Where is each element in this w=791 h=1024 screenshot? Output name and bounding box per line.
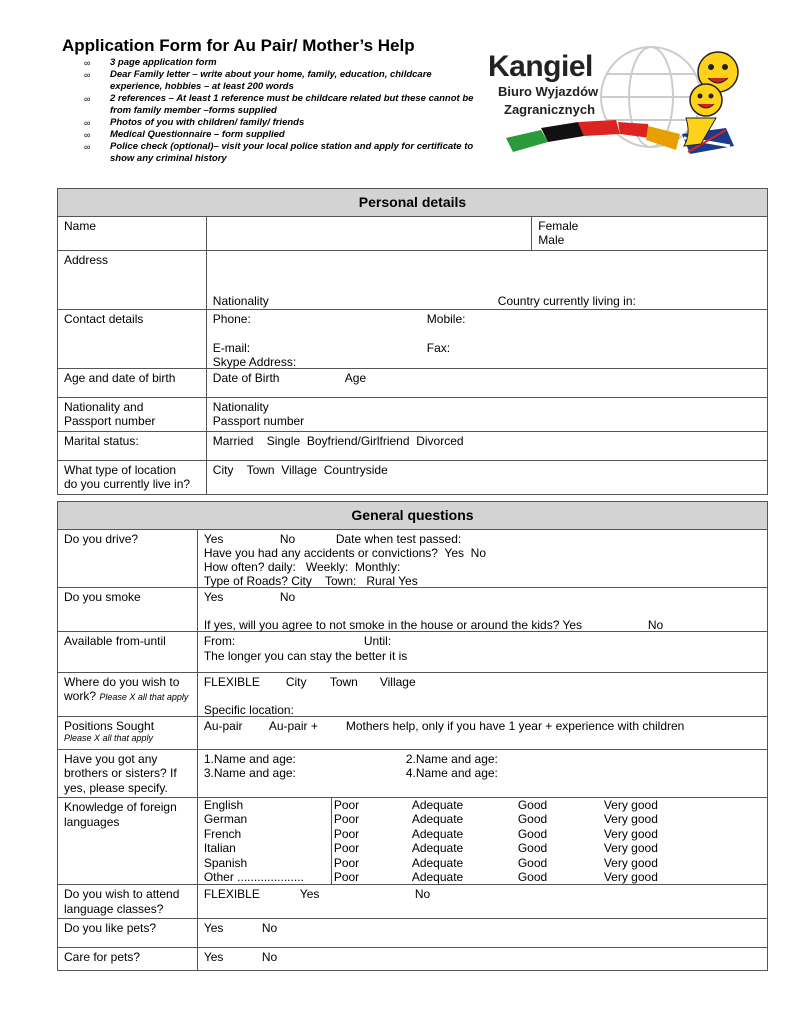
- language-level-option[interactable]: Good: [517, 841, 548, 856]
- marital-options[interactable]: Married Single Boyfriend/Girlfriend Divorced: [206, 431, 767, 460]
- language-level-option[interactable]: Adequate: [411, 841, 464, 856]
- drive-label: Do you drive?: [58, 529, 198, 587]
- language-level-option[interactable]: Poor: [333, 812, 360, 827]
- nat-pass-label: [58, 397, 207, 431]
- age-field[interactable]: [206, 368, 767, 397]
- nationality-value: Nationality: [212, 399, 269, 414]
- skype-label: Skype Address:: [212, 354, 297, 369]
- work-village[interactable]: Village: [379, 674, 416, 689]
- language-level-option[interactable]: Very good: [603, 855, 658, 870]
- language-level-option[interactable]: Poor: [333, 855, 360, 870]
- passport-value: Passport number: [212, 414, 305, 428]
- siblings-field[interactable]: [197, 749, 767, 798]
- address-label: Address: [58, 250, 207, 309]
- address-field[interactable]: [206, 250, 767, 309]
- marital-label: Marital status:: [58, 431, 207, 460]
- pets-label: Do you like pets?: [58, 919, 198, 948]
- work-specific: Specific location:: [203, 702, 294, 717]
- language-level-option[interactable]: Good: [517, 870, 548, 885]
- requirement-item: ∞ Police check (optional)– visit your local police station and apply for certificate to show any criminal history: [84, 141, 474, 165]
- requirement-item: ∞ Photos of you with children/ family/ friends: [84, 117, 474, 129]
- sibling-1: 1.Name and age:: [203, 751, 296, 766]
- classes-yes[interactable]: Yes: [299, 887, 320, 902]
- drive-often: How often? daily: Weekly: Monthly:: [203, 559, 401, 574]
- age-value-label: Age: [344, 370, 367, 385]
- requirement-item: ∞ 2 references – At least 1 reference must be childcare related but these cannot be from family member –forms supplied: [84, 93, 474, 117]
- location-options[interactable]: City Town Village Countryside: [206, 460, 767, 494]
- language-level-option[interactable]: Poor: [333, 841, 360, 856]
- drive-accidents: Have you had any accidents or convictions? Yes No: [203, 545, 486, 560]
- language-row: [198, 827, 767, 841]
- smoke-field[interactable]: [197, 587, 767, 631]
- work-label-text: Where do you wish to work?: [64, 674, 180, 703]
- name-label: Name: [58, 216, 207, 250]
- female-option[interactable]: Female: [538, 218, 579, 233]
- drive-field[interactable]: [197, 529, 767, 587]
- nat-pass-label-line2: Passport number: [64, 414, 156, 428]
- language-name: French: [198, 827, 332, 841]
- requirement-item: ∞ Dear Family letter – write about your home, family, education, childcare experience, hobbies – at least 200 words: [84, 69, 474, 93]
- drive-roads: Type of Roads? City Town: Rural Yes: [203, 573, 418, 588]
- contact-field[interactable]: [206, 309, 767, 368]
- smoke-agree: If yes, will you agree to not smoke in the house or around the kids? Yes: [203, 617, 583, 632]
- care-field[interactable]: [197, 948, 767, 971]
- language-level-option[interactable]: Adequate: [411, 812, 464, 827]
- age-label: Age and date of birth: [58, 368, 207, 397]
- language-level-option[interactable]: Very good: [603, 798, 658, 812]
- language-level-option[interactable]: Adequate: [411, 870, 464, 885]
- logo-line2: Zagranicznych: [504, 102, 596, 117]
- classes-field[interactable]: [197, 885, 767, 919]
- language-level-option[interactable]: Very good: [603, 826, 658, 841]
- language-name: Other ....................: [198, 870, 332, 884]
- language-row: [198, 812, 767, 826]
- classes-no[interactable]: No: [414, 887, 431, 902]
- language-name: English: [198, 798, 332, 812]
- requirement-item: ∞ 3 page application form: [84, 57, 474, 69]
- requirement-item: ∞ Medical Questionnaire – form supplied: [84, 129, 474, 141]
- work-label: [58, 672, 198, 716]
- general-heading: General questions: [58, 502, 768, 530]
- language-level-option[interactable]: Good: [517, 826, 548, 841]
- positions-label-text: Positions Sought: [64, 718, 155, 733]
- from-label: From:: [203, 633, 236, 648]
- language-name: Spanish: [198, 856, 332, 870]
- mobile-label: Mobile:: [426, 311, 466, 326]
- nat-pass-field[interactable]: [206, 397, 767, 431]
- siblings-label: Have you got any brothers or sisters? If yes, please specify.: [58, 749, 198, 798]
- smoke-label: Do you smoke: [58, 587, 198, 631]
- work-flexible[interactable]: FLEXIBLE: [203, 674, 260, 689]
- sibling-3: 3.Name and age:: [203, 765, 296, 780]
- drive-test-date: Date when test passed:: [335, 531, 462, 546]
- location-label-line2: do you currently live in?: [64, 477, 191, 491]
- positions-note: Please X all that apply: [64, 733, 154, 743]
- gender-field[interactable]: [532, 216, 768, 250]
- classes-flexible[interactable]: FLEXIBLE: [203, 887, 260, 902]
- smoke-no[interactable]: No: [279, 589, 296, 604]
- kangiel-logo: [486, 42, 756, 160]
- sibling-4: 4.Name and age:: [405, 765, 498, 780]
- language-level-option[interactable]: Adequate: [411, 855, 464, 870]
- longer-note: The longer you can stay the better it is: [203, 648, 408, 663]
- work-note: Please X all that apply: [99, 692, 189, 702]
- location-label-line1: What type of location: [64, 462, 177, 477]
- avail-label: Available from-until: [58, 631, 198, 672]
- language-row: [198, 841, 767, 855]
- work-field[interactable]: [197, 672, 767, 716]
- language-level-option[interactable]: Poor: [333, 826, 360, 841]
- fax-label: Fax:: [426, 340, 451, 355]
- lang-grid: [198, 798, 767, 884]
- drive-no[interactable]: No: [279, 531, 296, 546]
- work-town[interactable]: Town: [329, 674, 358, 689]
- contact-label: Contact details: [58, 309, 207, 368]
- male-option[interactable]: Male: [538, 233, 565, 247]
- language-level-option[interactable]: Very good: [603, 812, 658, 827]
- classes-label: Do you wish to attend language classes?: [58, 885, 198, 919]
- language-row: [198, 856, 767, 870]
- requirements-list: [84, 57, 474, 165]
- positions-mothers-help[interactable]: Mothers help, only if you have 1 year + experience with children: [345, 718, 685, 733]
- avail-field[interactable]: [197, 631, 767, 672]
- language-name: German: [198, 812, 332, 826]
- language-level-option[interactable]: Good: [517, 798, 548, 812]
- care-no[interactable]: No: [261, 950, 278, 965]
- until-label: Until:: [363, 633, 392, 648]
- language-level-option[interactable]: Very good: [603, 841, 658, 856]
- personal-details-table: [57, 188, 768, 495]
- language-row: [198, 798, 767, 812]
- language-level-option[interactable]: Good: [517, 855, 548, 870]
- email-label: E-mail:: [212, 340, 251, 355]
- general-questions-table: [57, 501, 768, 971]
- positions-aupair-plus[interactable]: Au-pair +: [268, 718, 318, 733]
- language-level-option[interactable]: Poor: [333, 798, 360, 812]
- pets-field[interactable]: [197, 919, 767, 948]
- smoke-agree-no[interactable]: No: [647, 617, 664, 632]
- name-field[interactable]: [206, 216, 532, 250]
- language-level-option[interactable]: Adequate: [411, 826, 464, 841]
- logo-name: Kangiel: [488, 50, 593, 83]
- work-city[interactable]: City: [285, 674, 307, 689]
- nat-pass-label-line1: Nationality and: [64, 399, 144, 414]
- positions-field[interactable]: [197, 716, 767, 749]
- language-level-option[interactable]: Very good: [603, 870, 658, 885]
- country-living-label: Country currently living in:: [497, 293, 636, 308]
- language-level-option[interactable]: Adequate: [411, 798, 464, 812]
- positions-label: [58, 716, 198, 749]
- language-row: [198, 870, 767, 884]
- pets-no[interactable]: No: [261, 921, 278, 936]
- care-label: Care for pets?: [58, 948, 198, 971]
- location-label: [58, 460, 207, 494]
- language-name: Italian: [198, 841, 332, 855]
- lang-label: Knowledge of foreign languages: [58, 798, 198, 885]
- smoke-yes[interactable]: Yes: [203, 589, 224, 604]
- drive-yes[interactable]: Yes: [203, 531, 224, 546]
- sibling-2: 2.Name and age:: [405, 751, 498, 766]
- nationality-label: Nationality: [212, 293, 269, 308]
- positions-aupair[interactable]: Au-pair: [203, 718, 243, 733]
- pets-yes[interactable]: Yes: [203, 921, 224, 936]
- logo-line1: Biuro Wyjazdów: [498, 84, 599, 99]
- dob-label: Date of Birth: [212, 370, 280, 385]
- lang-field[interactable]: [197, 798, 767, 885]
- care-yes[interactable]: Yes: [203, 950, 224, 965]
- language-level-option[interactable]: Good: [517, 812, 548, 827]
- page-title: Application Form for Au Pair/ Mother’s Help: [62, 36, 415, 55]
- personal-heading: Personal details: [58, 189, 768, 217]
- phone-label: Phone:: [212, 311, 251, 326]
- language-level-option[interactable]: Poor: [333, 870, 360, 885]
